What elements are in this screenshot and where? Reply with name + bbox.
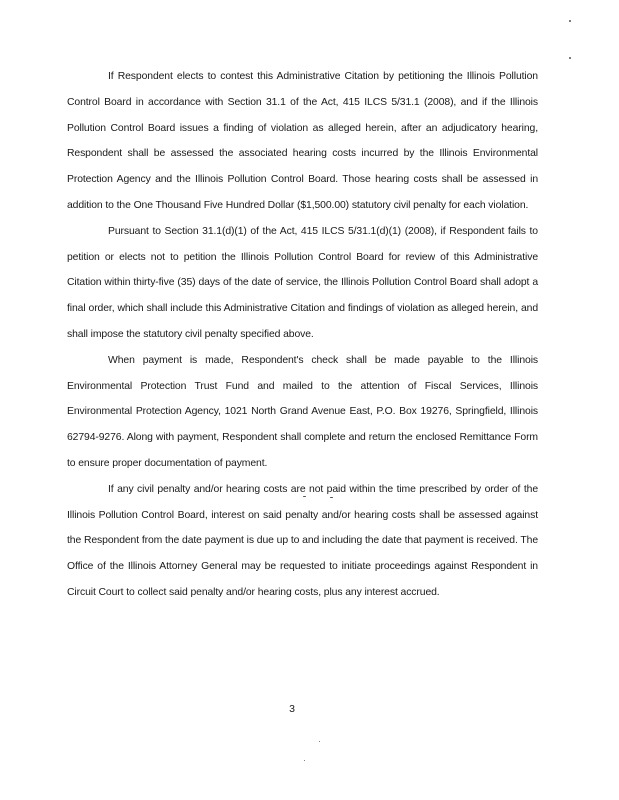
document-body: [67, 64, 538, 606]
paragraph-interest-collection: If any civil penalty and/or hearing costs are not paid within the time prescribed by order of the Illinois Pollution Control Board, interest on said penalty and/or hearing costs shall be assessed against the Respondent from the date payment is due up to and including the date that payment is received. The Office of the Illinois Attorney General may be requested to initiate proceedings against Respondent in Circuit Court to collect said penalty and/or hearing costs, plus any interest accrued.: [67, 483, 538, 598]
scan-speck: [330, 497, 333, 498]
scan-speck: [303, 496, 306, 497]
paragraph-payment-instructions: When payment is made, Respondent's check shall be made payable to the Illinois Environmental Protection Trust Fund and mailed to the attention of Fiscal Services, Illinois Environmental Protection Agency, 1021 North Grand Avenue East, P.O. Box 19276, Springfield, Illinois 62794-9276. Along with payment, Respondent shall complete and return the enclosed Remittance Form to ensure proper documentation of payment.: [67, 354, 538, 469]
scan-speck: [319, 741, 320, 742]
scan-speck: [569, 20, 571, 22]
scan-speck: [569, 57, 571, 59]
page-number: 3: [289, 703, 295, 715]
paragraph-contest-citation: If Respondent elects to contest this Administrative Citation by petitioning the Illinois Pollution Control Board in accordance with Section 31.1 of the Act, 415 ILCS 5/31.1 (2008), and if the Illinois Pollution Control Board issues a finding of violation as alleged herein, after an adjudicatory hearing, Respondent shall be assessed the associated hearing costs incurred by the Illinois Environmental Protection Agency and the Illinois Pollution Control Board. Those hearing costs shall be assessed in addition to the One Thousand Five Hundred Dollar ($1,500.00) statutory civil penalty for each violation.: [67, 71, 538, 211]
paragraph-final-order: Pursuant to Section 31.1(d)(1) of the Act, 415 ILCS 5/31.1(d)(1) (2008), if Respondent fails to petition or elects not to petition the Illinois Pollution Control Board for review of this Administrative Citation within thirty-five (35) days of the date of service, the Illinois Pollution Control Board shall adopt a final order, which shall include this Administrative Citation and findings of violation as alleged herein, and shall impose the statutory civil penalty specified above.: [67, 225, 538, 340]
scan-speck: [304, 760, 305, 761]
